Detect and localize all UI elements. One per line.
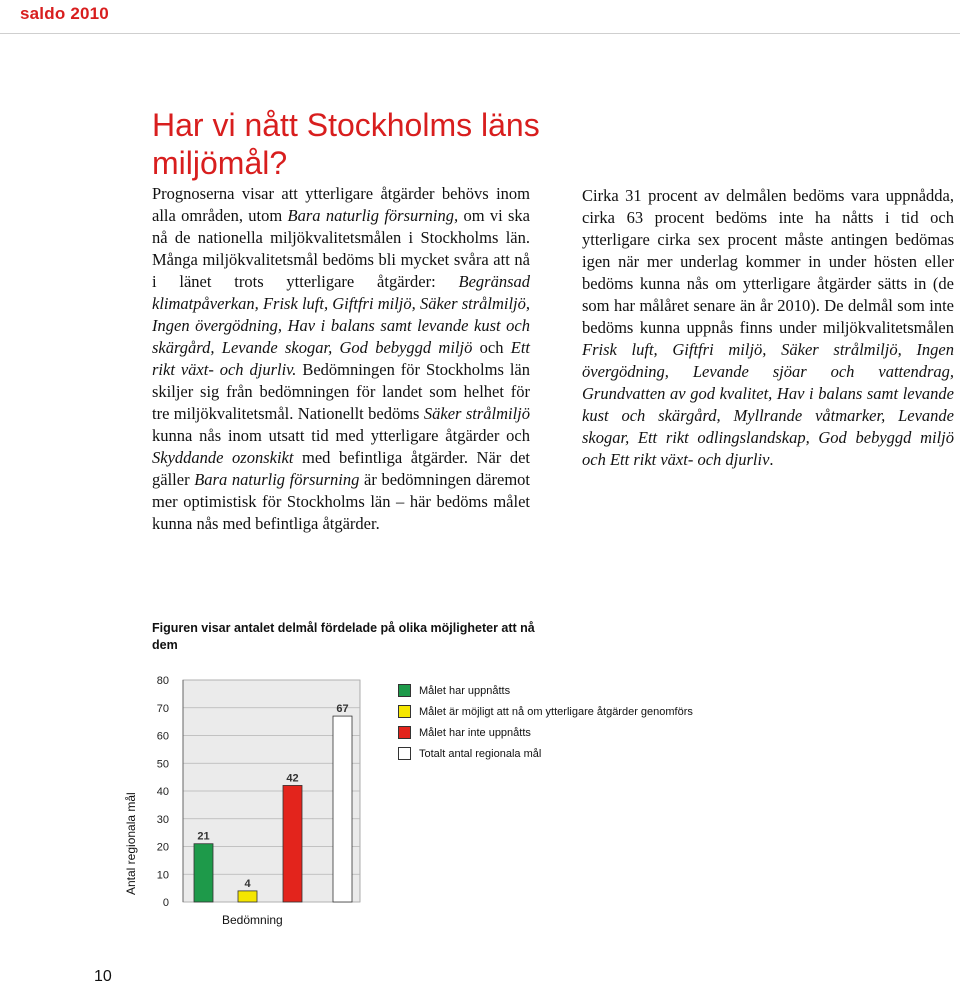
left-run: Säker strålmiljö	[423, 404, 531, 423]
bar-value-label: 67	[336, 703, 349, 716]
y-tick-label: 30	[156, 813, 169, 826]
legend-label: Målet har inte uppnåtts	[419, 726, 531, 739]
y-tick-label: 50	[156, 758, 169, 771]
bar-value-label: 42	[286, 772, 299, 785]
bar	[283, 785, 302, 902]
bar	[194, 844, 213, 902]
left-run: med befintliga åtgärder. När det gäller	[152, 448, 530, 489]
y-tick-label: 20	[156, 841, 169, 854]
legend-label: Totalt antal regionala mål	[419, 747, 542, 760]
left-run: Prognoserna visar att ytterligare åtgärder behövs inom alla områden, utom	[152, 184, 530, 225]
left-run: Bedömningen för Stockholms län skiljer sig från bedömningen för landet som helhet för tre miljökvalitetsmål. Nationellt bedöms	[152, 360, 530, 423]
bar-value-label: 21	[197, 830, 210, 843]
left-run: om vi ska nå de nationella miljökvalitetsmålen i Stockholms län. Många miljökvalitetsmål bedöms bli mycket svåra att nå i länet trots ytterligare åtgärder:	[152, 206, 530, 291]
legend-item	[398, 680, 693, 701]
y-tick-label: 10	[156, 869, 169, 882]
right-run: Cirka 31 procent av delmålen bedöms vara uppnådda, cirka 63 procent bedöms inte ha nåtts i tid och ytterligare cirka sex procent måste antingen bedömas igen när mer underlag kommer in under hösten eller bedöms kunna nås om ytterligare åtgärder sätts in (de som har målåret senare än år 2010). De delmål som inte bedöms kunna uppnås finns under miljökvalitetsmålen	[582, 186, 954, 337]
figure-caption: Figuren visar antalet delmål fördelade på olika möjligheter att nå dem	[152, 621, 535, 652]
left-run: kunna nås inom utsatt tid med ytterligare åtgärder och	[152, 426, 530, 445]
chart-legend	[398, 680, 693, 764]
y-axis-title: Antal regionala mål	[124, 792, 138, 895]
y-tick-label: 70	[156, 702, 169, 715]
running-header: saldo 2010	[20, 4, 109, 23]
legend-item	[398, 701, 693, 722]
legend-swatch	[398, 747, 411, 760]
left-run: är bedömningen däremot mer optimistisk för Stockholms län – här bedöms målet kunna nås med befintliga åtgärder.	[152, 470, 531, 533]
left-run: Bara naturlig försurning	[194, 470, 360, 489]
right-run: .	[769, 450, 774, 469]
legend-item	[398, 722, 693, 743]
legend-item	[398, 743, 693, 764]
legend-swatch	[398, 705, 411, 718]
left-run: Begränsad klimatpåverkan, Frisk luft, Giftfri miljö, Säker strålmiljö, Ingen övergödning, Hav i balans samt levande kust och skärgård, Levande skogar, God bebyggd miljö	[152, 272, 530, 357]
left-run: Bara naturlig försurning,	[287, 206, 459, 225]
left-run: Skyddande ozonskikt	[152, 448, 294, 467]
y-tick-label: 0	[162, 897, 169, 909]
y-tick-label: 80	[156, 675, 169, 687]
left-run: och	[472, 338, 511, 357]
legend-label: Målet är möjligt att nå om ytterligare åtgärder genomförs	[419, 705, 693, 718]
legend-label: Målet har uppnåtts	[419, 684, 511, 697]
legend-swatch	[398, 684, 411, 697]
page-number: 10	[94, 968, 112, 985]
legend-swatch	[398, 726, 411, 739]
left-run: Ett rikt växt- och djurliv.	[152, 338, 530, 379]
bar	[333, 716, 352, 902]
y-tick-label: 40	[156, 786, 169, 798]
right-run: Frisk luft, Giftfri miljö, Säker strålmiljö, Ingen övergödning, Levande sjöar och vattendrag, Grundvatten av god kvalitet, Hav i balans samt levande kust och skärgård, Myllrande våtmarker, Levande skogar, Ett rikt odlingslandskap, God bebyggd miljö och Ett rikt växt- och djurliv	[582, 340, 954, 469]
article-title: Har vi nått Stockholms läns miljömål?	[152, 107, 540, 181]
bar-value-label: 4	[244, 877, 251, 890]
bar	[238, 891, 257, 902]
x-axis-title: Bedömning	[222, 913, 283, 927]
y-tick-label: 60	[156, 730, 169, 743]
